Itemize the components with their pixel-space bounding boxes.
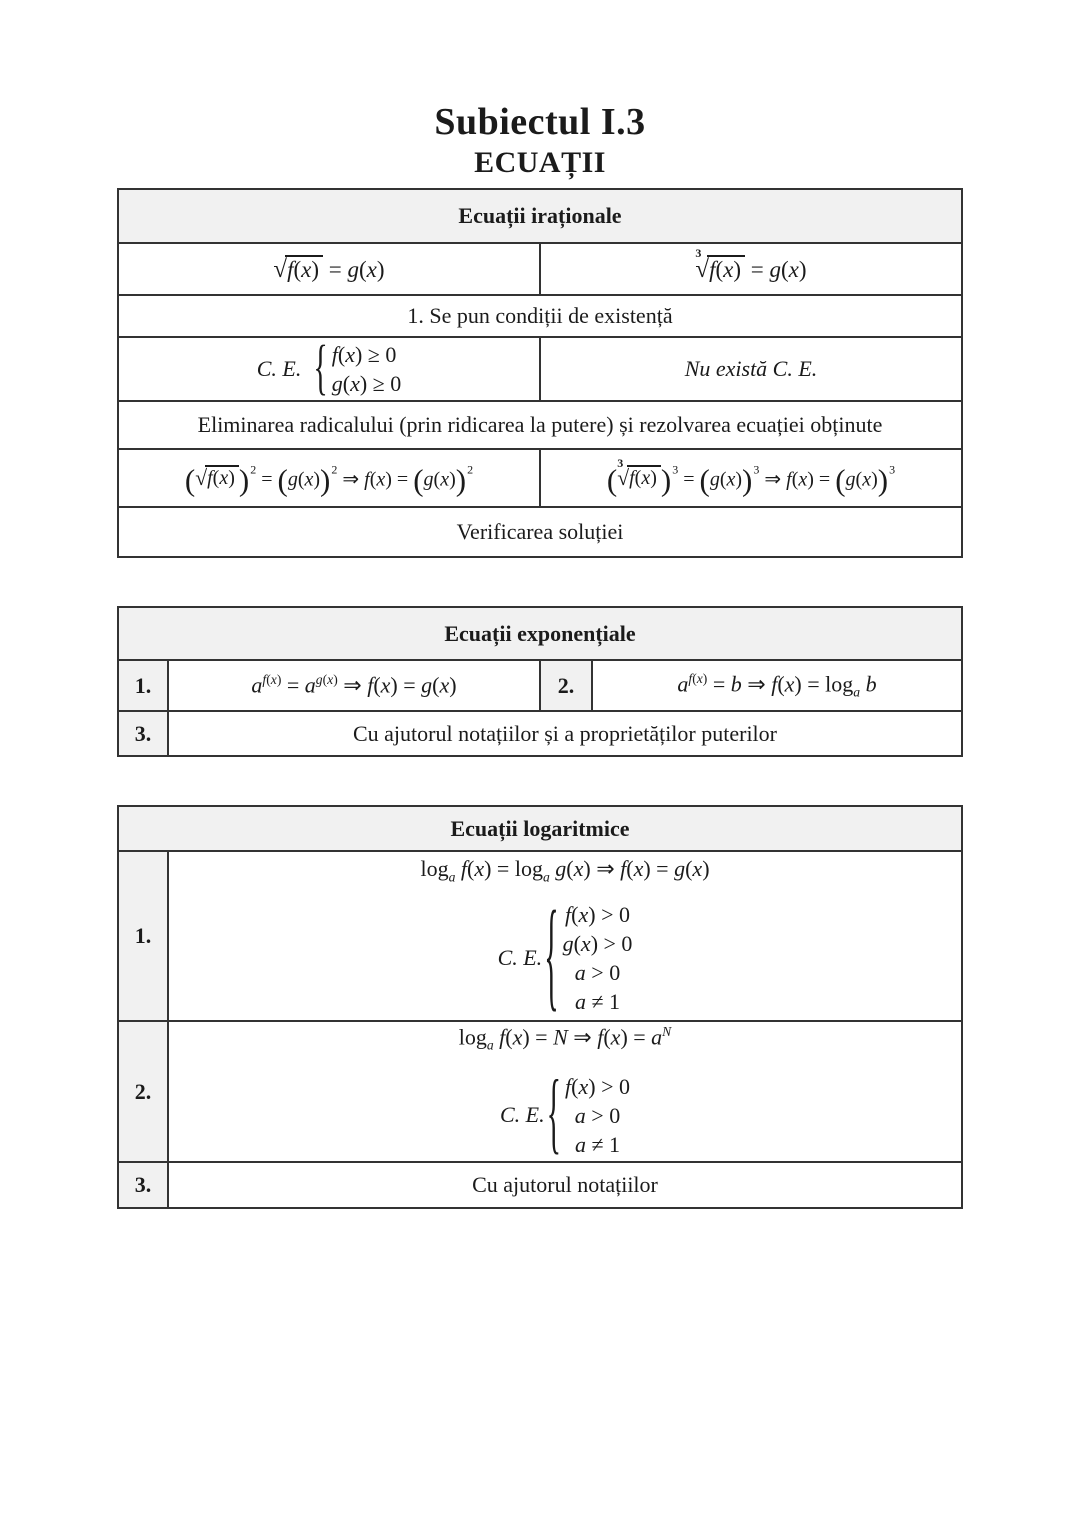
- irrational-table-header: Ecuații iraționale: [118, 189, 962, 243]
- formula-exp-same-base: $a^{f(x)} = a^{g(x)}$ ⇒ f(x) = g(x): [168, 660, 540, 711]
- system-line: a > 0: [574, 959, 621, 985]
- ce-system-sqrt: [127, 337, 531, 402]
- table-logarithmic-equations: [117, 805, 963, 1209]
- table-row: [118, 851, 962, 1021]
- log-case1-cell: [168, 851, 962, 1021]
- ce-label: C. E.: [256, 356, 302, 382]
- logarithmic-table-header: Ecuații logaritmice: [118, 806, 962, 851]
- table-row: [118, 1162, 962, 1208]
- row-number: 1.: [118, 660, 168, 711]
- table-irrational-equations: [117, 188, 963, 558]
- verification-step-text: Verificarea soluției: [118, 507, 962, 557]
- system-line: a ≠ 1: [574, 1131, 621, 1157]
- ce-system-cell: [118, 337, 540, 401]
- formula-log-equals-n: $\log_a f(x) = N$ ⇒ $f(x) = a^N$: [458, 1024, 672, 1053]
- system-line: f(x) > 0: [565, 901, 630, 927]
- system-line: a > 0: [574, 1102, 621, 1128]
- ce-system-log2: [177, 1063, 953, 1162]
- system-line: f(x) > 0: [565, 1073, 630, 1099]
- table-row: [118, 507, 962, 557]
- row-number: 1.: [118, 851, 168, 1021]
- formula-exp-constant: $a^{f(x)} = b$ ⇒ $f(x) = \log_a b$: [592, 660, 962, 711]
- table-row: [118, 243, 962, 295]
- table-exponential-equations: [117, 606, 963, 757]
- formula-cbrt-equation: 3 √ f(x) = g(x): [540, 243, 962, 295]
- table-row: [118, 607, 962, 660]
- left-brace-icon: {: [546, 1063, 562, 1162]
- table-row: [118, 660, 962, 711]
- existence-step-text: 1. Se pun condiții de existență: [118, 295, 962, 337]
- table-row: [118, 806, 962, 851]
- formula-sqrt-equation: √ f(x) = g(x): [118, 243, 540, 295]
- log-method-notations: Cu ajutorul notațiilor: [168, 1162, 962, 1208]
- exp-method-notations: Cu ajutorul notațiilor și a proprietăților puterilor: [168, 711, 962, 756]
- system-line: f(x) ≥ 0: [331, 342, 397, 368]
- left-brace-icon: {: [313, 337, 328, 402]
- brace-system: [544, 888, 633, 1022]
- table-row: [118, 711, 962, 756]
- formula-sqrt-squared: ( √ f(x) )2 = (g(x))2 ⇒ f(x) = (g(x))2: [118, 449, 540, 507]
- ce-label: C. E.: [500, 1102, 545, 1128]
- system-lines: [563, 900, 633, 1016]
- no-ce-note: Nu există C. E.: [540, 337, 962, 401]
- table-row: [118, 337, 962, 401]
- table-row: [118, 189, 962, 243]
- row-number: 3.: [118, 711, 168, 756]
- log-case2-cell: [168, 1021, 962, 1162]
- brace-system: [313, 337, 402, 402]
- system-line: g(x) ≥ 0: [331, 371, 402, 397]
- table-row: [118, 449, 962, 507]
- system-lines: [332, 340, 402, 398]
- system-line: g(x) > 0: [562, 930, 633, 956]
- ce-label: C. E.: [497, 944, 543, 970]
- page-title: Subiectul I.3: [434, 101, 646, 143]
- title-block: [0, 0, 1080, 180]
- page-subtitle: ECUAȚII: [474, 145, 606, 179]
- row-number: 3.: [118, 1162, 168, 1208]
- formula-cbrt-cubed: ( 3 √ f(x) )3 = (g(x))3 ⇒ f(x) = (g(x))3: [540, 449, 962, 507]
- row-number: 2.: [118, 1021, 168, 1162]
- left-brace-icon: {: [544, 888, 559, 1022]
- brace-system: [546, 1063, 630, 1162]
- row-number: 2.: [540, 660, 592, 711]
- system-line: a ≠ 1: [574, 988, 621, 1014]
- exponential-table-header: Ecuații exponențiale: [118, 607, 962, 660]
- table-row: [118, 1021, 962, 1162]
- ce-system-log1: [177, 888, 953, 1022]
- elimination-step-text: Eliminarea radicalului (prin ridicarea la putere) și rezolvarea ecuației obținute: [118, 401, 962, 449]
- formula-log-equal-logs: $\log_a f(x) = \log_a g(x)$ ⇒ f(x) = g(x): [420, 856, 710, 885]
- table-row: [118, 295, 962, 337]
- system-lines: [565, 1072, 630, 1159]
- table-row: [118, 401, 962, 449]
